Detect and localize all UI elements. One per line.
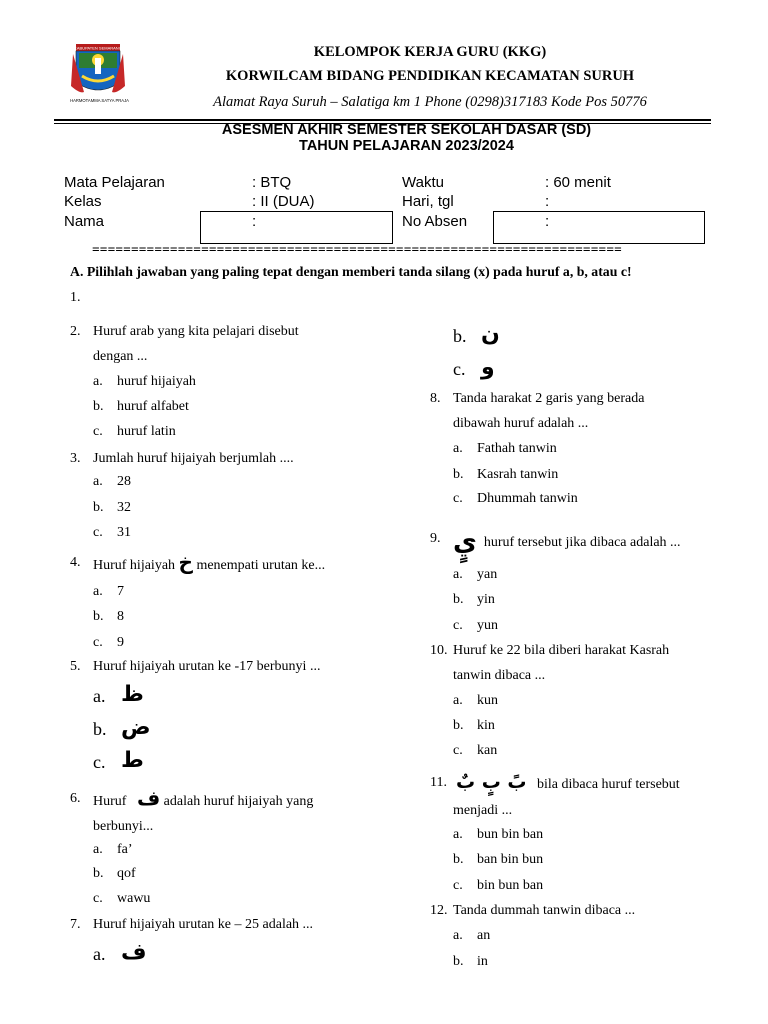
separator-line: ==================================================================== (92, 242, 622, 257)
absen-field[interactable] (493, 211, 705, 244)
option-letter: a. (93, 374, 103, 389)
option-letter: b. (93, 866, 104, 881)
option-letter: b. (453, 852, 464, 867)
question-number: 4. (70, 555, 81, 570)
arabic-letter: خ (178, 550, 193, 574)
question-text-post: huruf tersebut jika dibaca adalah ... (483, 535, 681, 550)
option-text: 9 (117, 635, 124, 650)
kabupaten-semarang-logo (70, 42, 174, 108)
option-letter: a. (93, 842, 103, 857)
option-letter: a. (93, 686, 106, 706)
option-letter: b. (93, 500, 104, 515)
question-text: Huruf arab yang kita pelajari disebut (93, 324, 299, 339)
absen-label: No Absen (402, 213, 468, 230)
question-text: dibawah huruf adalah ... (453, 416, 589, 431)
nama-label: Nama (64, 213, 105, 230)
option-letter: c. (453, 878, 463, 893)
option-text: qof (117, 866, 136, 881)
option-text: an (477, 928, 491, 943)
question-number: 7. (70, 917, 81, 932)
waktu-label: Waktu (402, 174, 444, 191)
question-text: Tanda dummah tanwin dibaca ... (453, 903, 636, 918)
option-text: 32 (117, 500, 131, 515)
logo-top-text: KABUPATEN SEMARANG (74, 45, 122, 51)
question-number: 8. (430, 391, 441, 406)
nama-field[interactable] (200, 211, 393, 244)
question-text: berbunyi... (93, 819, 154, 834)
mapel-label: Mata Pelajaran (64, 174, 165, 191)
question-text (456, 770, 680, 797)
arabic-letter: يٍ (453, 527, 477, 557)
arabic-letter: ط (121, 748, 144, 773)
arabic-letter: ف (136, 786, 161, 810)
header-line1: KELOMPOK KERJA GURU (KKG) (313, 44, 547, 60)
question-text: Huruf hijaiyah urutan ke -17 berbunyi ... (93, 659, 321, 674)
question-text-pre: Huruf (93, 794, 127, 809)
hari-label: Hari, tgl (402, 193, 454, 210)
question-number: 11. (430, 775, 447, 790)
option-letter: a. (93, 944, 106, 964)
option-letter: b. (93, 719, 107, 739)
question-text (93, 550, 325, 578)
option-letter: c. (93, 635, 103, 650)
question-number: 1. (70, 290, 81, 305)
option-text: bin bun ban (477, 878, 544, 893)
question-number: 2. (70, 324, 81, 339)
option-letter: b. (93, 399, 104, 414)
question-number: 9. (430, 531, 441, 546)
header-line2: KORWILCAM BIDANG PENDIDIKAN KECAMATAN SURUH (225, 68, 635, 84)
option-letter: c. (93, 525, 103, 540)
option-letter: c. (453, 743, 463, 758)
question-text: tanwin dibaca ... (453, 668, 546, 683)
option-text: bun bin ban (477, 827, 544, 842)
option-letter: b. (453, 592, 464, 607)
hari-value: : (545, 193, 550, 210)
option-text: yan (477, 567, 498, 582)
question-number: 5. (70, 659, 81, 674)
option-text: 28 (117, 474, 131, 489)
option-text: 8 (117, 609, 124, 624)
question-text-post: menempati urutan ke... (196, 558, 326, 573)
question-text-post: bila dibaca huruf tersebut (537, 777, 680, 792)
option-text: fa’ (117, 842, 133, 857)
option-letter: c. (93, 424, 103, 439)
option-text: huruf hijaiyah (117, 374, 196, 389)
option-letter: b. (453, 718, 464, 733)
question-number: 10. (430, 643, 448, 658)
question-text: dengan ... (93, 349, 148, 364)
option-letter: c. (93, 891, 103, 906)
option-letter: c. (453, 618, 463, 633)
waktu-value: : 60 menit (545, 174, 611, 191)
option-letter: a. (453, 567, 463, 582)
arabic-letter: ف (121, 940, 147, 965)
option-letter: a. (453, 827, 463, 842)
question-number: 3. (70, 451, 81, 466)
logo-bottom-text: DHARMOTAMMA SATYA PRAJA (70, 98, 129, 103)
option-letter: b. (453, 326, 467, 346)
option-letter: b. (453, 467, 464, 482)
header-address: Alamat Raya Suruh – Salatiga km 1 Phone (0298)317183 Kode Pos 50776 (213, 94, 647, 110)
question-text (453, 526, 681, 555)
question-text: Huruf ke 22 bila diberi harakat Kasrah (453, 643, 670, 658)
option-letter: a. (93, 584, 103, 599)
question-text: Huruf hijaiyah urutan ke – 25 adalah ... (93, 917, 314, 932)
question-number: 6. (70, 791, 81, 806)
option-letter: a. (93, 474, 103, 489)
option-letter: b. (453, 954, 464, 969)
arabic-letters: بً بٍ بٌ (456, 771, 527, 793)
option-letter: a. (453, 693, 463, 708)
option-letter: b. (93, 609, 104, 624)
option-text: 7 (117, 584, 124, 599)
question-text-pre: Huruf hijaiyah (93, 558, 176, 573)
absen-value: : (545, 213, 550, 230)
question-text: Tanda harakat 2 garis yang berada (453, 391, 645, 406)
option-letter: a. (453, 928, 463, 943)
option-text: Kasrah tanwin (477, 467, 559, 482)
question-text-post: adalah huruf hijaiyah yang (163, 794, 314, 809)
option-text: kan (477, 743, 498, 758)
exam-year: TAHUN PELAJARAN 2023/2024 (299, 138, 514, 154)
option-text: huruf latin (117, 424, 176, 439)
option-letter: a. (453, 441, 463, 456)
question-text (93, 786, 313, 814)
arabic-letter: ض (121, 715, 151, 740)
option-text: Fathah tanwin (477, 441, 557, 456)
option-text: kin (477, 718, 495, 733)
kelas-value: : II (DUA) (252, 193, 315, 210)
nama-value: : (252, 213, 257, 230)
option-letter: c. (453, 359, 466, 379)
kelas-label: Kelas (64, 193, 102, 210)
option-text: 31 (117, 525, 131, 540)
option-text: yin (477, 592, 495, 607)
header-divider (54, 119, 711, 121)
option-text: wawu (117, 891, 151, 906)
section-a-instruction: A. Pilihlah jawaban yang paling tepat dengan memberi tanda silang (x) pada huruf a, b, atau c! (70, 264, 632, 279)
question-text: menjadi ... (453, 803, 513, 818)
option-text: huruf alfabet (117, 399, 189, 414)
arabic-letter: ن (481, 322, 500, 347)
option-text: ban bin bun (477, 852, 544, 867)
option-text: kun (477, 693, 498, 708)
option-text: Dhummah tanwin (477, 491, 578, 506)
option-text: in (477, 954, 488, 969)
arabic-letter: و (481, 355, 495, 380)
option-letter: c. (453, 491, 463, 506)
option-text: yun (477, 618, 498, 633)
question-text: Jumlah huruf hijaiyah berjumlah .... (93, 451, 294, 466)
question-number: 12. (430, 903, 448, 918)
arabic-letter: ظ (121, 682, 144, 707)
mapel-value: : BTQ (252, 174, 292, 191)
exam-title: ASESMEN AKHIR SEMESTER SEKOLAH DASAR (SD) (221, 122, 592, 138)
option-letter: c. (93, 752, 106, 772)
